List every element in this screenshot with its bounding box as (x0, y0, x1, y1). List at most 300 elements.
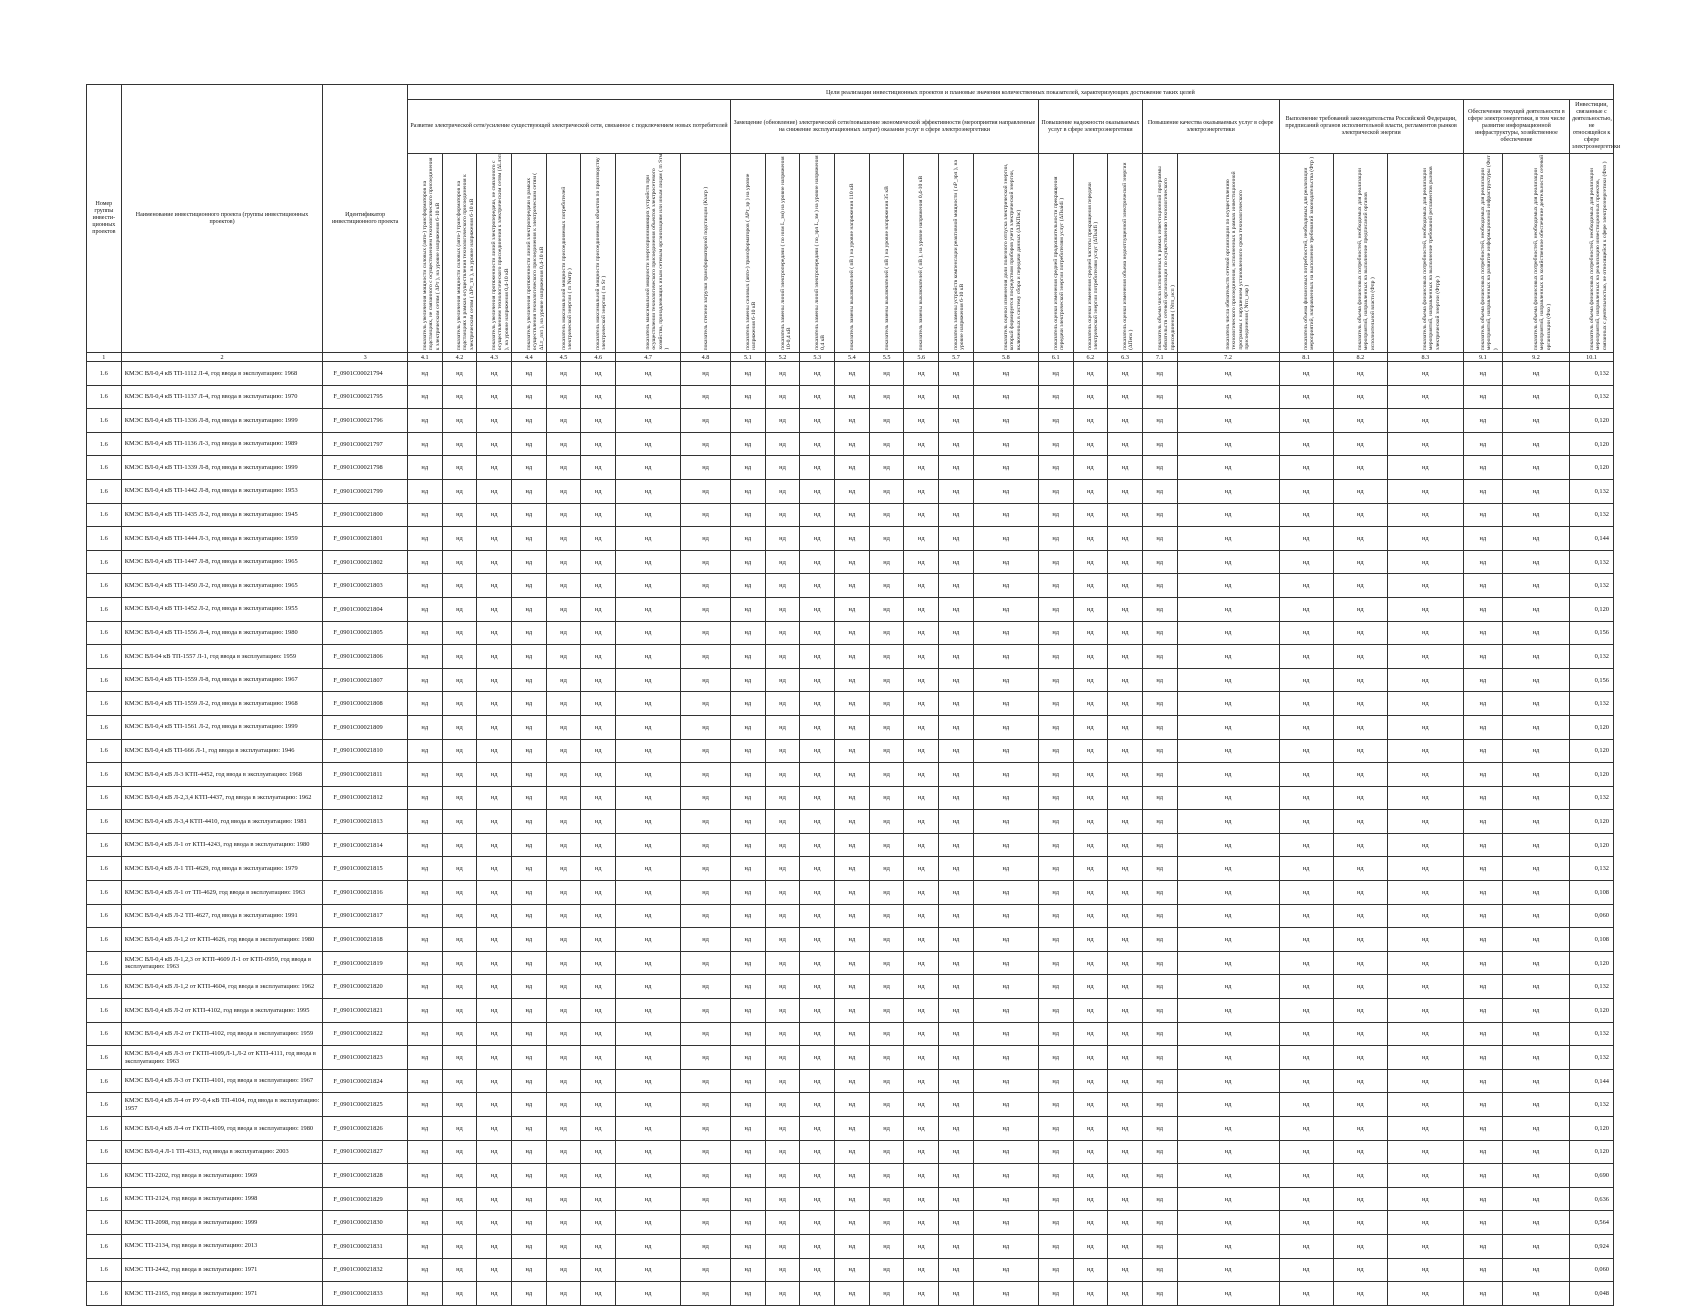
indicator-cell: нд (1073, 692, 1108, 716)
indicator-cell: нд (1038, 881, 1073, 905)
indicator-cell: нд (616, 550, 681, 574)
indicator-cell: нд (1142, 999, 1177, 1023)
indicator-cell: нд (800, 1022, 835, 1046)
indicator-cell: нд (765, 928, 800, 952)
indicator-cell: нд (939, 763, 974, 787)
column-number: 4.1 (407, 353, 442, 362)
indicator-cell: нд (730, 1282, 765, 1306)
column-number: 7.2 (1177, 353, 1279, 362)
indicator-cell: нд (1038, 715, 1073, 739)
header-indicator-label: показатель замены силовых (авто-) трансформаторов ( ΔPт_зр ) на уровне напряжения 6-10 кВ (744, 173, 758, 350)
indicator-cell: нд (835, 1022, 870, 1046)
indicator-cell: нд (765, 1093, 800, 1117)
indicator-cell: нд (546, 1164, 581, 1188)
indicator-cell: нд (1038, 833, 1073, 857)
indicator-cell: нд (581, 951, 616, 975)
indicator-cell: нд (1073, 763, 1108, 787)
indicator-cell: нд (511, 621, 546, 645)
indicator-cell: нд (869, 456, 904, 480)
header-indicator (939, 154, 974, 353)
indicator-cell: нд (407, 432, 442, 456)
header-indicator (1502, 154, 1569, 353)
indicator-cell: нд (477, 999, 512, 1023)
indicator-cell: нд (973, 432, 1038, 456)
indicator-cell: нд (1142, 975, 1177, 999)
indicator-cell: нд (973, 1093, 1038, 1117)
indicator-cell: нд (616, 1258, 681, 1282)
indicator-cell: нд (730, 1093, 765, 1117)
indicator-cell: нд (1142, 385, 1177, 409)
indicator-cell: нд (1333, 597, 1387, 621)
indicator-cell: нд (616, 928, 681, 952)
group-number-cell: 1.6 (87, 881, 122, 905)
indicator-cell: нд (1502, 1234, 1569, 1258)
indicator-cell: нд (1073, 597, 1108, 621)
project-id-cell: F_0901С00021803 (323, 574, 408, 598)
indicator-cell: нд (581, 975, 616, 999)
indicator-cell: нд (581, 881, 616, 905)
indicator-cell: нд (869, 786, 904, 810)
indicator-value-cell: 0,108 (1570, 881, 1614, 905)
indicator-cell: нд (1038, 1022, 1073, 1046)
indicator-cell: нд (477, 881, 512, 905)
indicator-cell: нд (1108, 1187, 1143, 1211)
table-row (87, 668, 1614, 692)
column-number: 5.1 (730, 353, 765, 362)
indicator-cell: нд (1108, 456, 1143, 480)
indicator-cell: нд (1177, 550, 1279, 574)
indicator-cell: нд (477, 621, 512, 645)
indicator-cell: нд (904, 645, 939, 669)
indicator-cell: нд (1387, 409, 1463, 433)
indicator-cell: нд (442, 621, 477, 645)
indicator-cell: нд (477, 527, 512, 551)
header-goal-group: Инвестиции, связанные с деятельностью, не относящейся к сфере электроэнергетики (1570, 100, 1614, 154)
indicator-cell: нд (1333, 763, 1387, 787)
indicator-cell: нд (904, 1140, 939, 1164)
indicator-cell: нд (1142, 1069, 1177, 1093)
indicator-cell: нд (1108, 1211, 1143, 1235)
indicator-cell: нд (1387, 810, 1463, 834)
project-id-cell: F_0901С00021804 (323, 597, 408, 621)
indicator-cell: нд (1333, 1069, 1387, 1093)
indicator-cell: нд (511, 550, 546, 574)
indicator-cell: нд (511, 857, 546, 881)
indicator-cell: нд (800, 692, 835, 716)
indicator-cell: нд (800, 904, 835, 928)
indicator-cell: нд (939, 456, 974, 480)
indicator-cell: нд (730, 409, 765, 433)
indicator-cell: нд (904, 574, 939, 598)
indicator-cell: нд (869, 881, 904, 905)
project-id-cell: F_0901С00021821 (323, 999, 408, 1023)
indicator-value-cell: 0,564 (1570, 1211, 1614, 1235)
indicator-cell: нд (800, 1234, 835, 1258)
project-id-cell: F_0901С00021794 (323, 362, 408, 386)
indicator-cell: нд (616, 503, 681, 527)
indicator-cell: нд (1142, 645, 1177, 669)
indicator-cell: нд (765, 432, 800, 456)
header-indicator (581, 154, 616, 353)
group-number-cell: 1.6 (87, 715, 122, 739)
project-id-cell: F_0901С00021830 (323, 1211, 408, 1235)
indicator-cell: нд (1463, 999, 1502, 1023)
indicator-cell: нд (681, 527, 731, 551)
indicator-cell: нд (939, 786, 974, 810)
indicator-cell: нд (904, 1187, 939, 1211)
header-goal-group: Выполнение требований законодательства Российской Федерации, предписаний органов исполнительной власти, регламентов рынков электрической энергии (1279, 100, 1463, 154)
indicator-cell: нд (904, 786, 939, 810)
indicator-cell: нд (1387, 597, 1463, 621)
indicator-cell: нд (1177, 1093, 1279, 1117)
indicator-cell: нд (442, 1117, 477, 1141)
indicator-cell: нд (1108, 550, 1143, 574)
indicator-cell: нд (681, 432, 731, 456)
indicator-cell: нд (1387, 1234, 1463, 1258)
indicator-cell: нд (869, 999, 904, 1023)
indicator-cell: нд (1108, 503, 1143, 527)
header-indicator-label: показатель замены устройств компенсации реактивной мощности ( nР_зрл ), на уровне напряжения 6-10 кВ (952, 160, 966, 350)
indicator-cell: нд (730, 456, 765, 480)
indicator-cell: нд (1387, 1140, 1463, 1164)
header-goal-group: Замещение (обновление) электрической сети/повышение экономической эффективности (мероприятия направленные на снижение эксплуатационных затрат) оказания услуг в сфере электроэнергетики (730, 100, 1038, 154)
indicator-cell: нд (904, 810, 939, 834)
indicator-cell: нд (1142, 881, 1177, 905)
table-row (87, 645, 1614, 669)
indicator-cell: нд (511, 1093, 546, 1117)
indicator-cell: нд (869, 1069, 904, 1093)
indicator-cell: нд (869, 574, 904, 598)
indicator-cell: нд (939, 409, 974, 433)
indicator-cell: нд (765, 763, 800, 787)
indicator-cell: нд (1502, 550, 1569, 574)
indicator-cell: нд (800, 786, 835, 810)
table-row (87, 833, 1614, 857)
indicator-cell: нд (730, 621, 765, 645)
indicator-cell: нд (939, 1140, 974, 1164)
header-indicator-label: показатель увеличения протяженности линий электропередачи в рамках осуществления технологического присоединения к электрическим сетям ( ΔLт_лэп ), на уровне напряжения 0,4-10 кВ (525, 172, 545, 350)
project-id-cell: F_0901С00021833 (323, 1282, 408, 1306)
header-indicator-label: показатель увеличения мощности силовых (авто-) трансформаторов на подстанциях, не связанного с осуществлением технологического присоединения к электрическим сетям ( ΔPт ), на уровне напряжения 6-10 кВ (421, 157, 441, 350)
indicator-cell: нд (1463, 385, 1502, 409)
indicator-cell: нд (616, 645, 681, 669)
indicator-cell: нд (1073, 1164, 1108, 1188)
column-number: 4.5 (546, 353, 581, 362)
indicator-cell: нд (869, 550, 904, 574)
indicator-cell: нд (973, 385, 1038, 409)
header-goal-group: Развитие электрической сети/усиление существующей электрической сети, связанное с подключением новых потребителей (407, 100, 730, 154)
indicator-cell: нд (546, 810, 581, 834)
indicator-cell: нд (1463, 975, 1502, 999)
indicator-cell: нд (546, 1046, 581, 1070)
indicator-cell: нд (904, 857, 939, 881)
indicator-cell: нд (765, 975, 800, 999)
indicator-cell: нд (1073, 409, 1108, 433)
project-name-cell: КМЭС ВЛ-0,4 кВ Л-4 от ГКТП-4109, год ввода в эксплуатацию: 1980 (121, 1117, 323, 1141)
indicator-cell: нд (581, 1046, 616, 1070)
indicator-cell: нд (973, 692, 1038, 716)
header-indicator (477, 154, 512, 353)
indicator-cell: нд (1142, 1211, 1177, 1235)
header-group-number: Номер группы инвести-ционных проектов (87, 85, 122, 353)
indicator-cell: нд (546, 385, 581, 409)
indicator-cell: нд (546, 645, 581, 669)
group-number-cell: 1.6 (87, 621, 122, 645)
indicator-cell: нд (442, 550, 477, 574)
indicator-cell: нд (973, 527, 1038, 551)
indicator-cell: нд (546, 1093, 581, 1117)
indicator-cell: нд (1038, 597, 1073, 621)
indicator-cell: нд (546, 668, 581, 692)
indicator-cell: нд (1177, 904, 1279, 928)
group-number-cell: 1.6 (87, 1093, 122, 1117)
indicator-cell: нд (1177, 1117, 1279, 1141)
indicator-cell: нд (1333, 786, 1387, 810)
indicator-cell: нд (1502, 1117, 1569, 1141)
indicator-cell: нд (835, 1187, 870, 1211)
indicator-cell: нд (1279, 621, 1333, 645)
project-name-cell: КМЭС ВЛ-0,4 кВ ТП-1336 Л-8, год ввода в эксплуатацию: 1999 (121, 409, 323, 433)
indicator-cell: нд (973, 479, 1038, 503)
indicator-cell: нд (835, 928, 870, 952)
table-row (87, 928, 1614, 952)
indicator-cell: нд (1502, 975, 1569, 999)
indicator-cell: нд (1279, 479, 1333, 503)
indicator-cell: нд (730, 763, 765, 787)
indicator-cell: нд (1073, 1046, 1108, 1070)
indicator-cell: нд (1279, 715, 1333, 739)
project-name-cell: КМЭС ВЛ-0,4 кВ ТП-1339 Л-8, год ввода в эксплуатацию: 1999 (121, 456, 323, 480)
indicator-cell: нд (1177, 763, 1279, 787)
indicator-cell: нд (1502, 456, 1569, 480)
indicator-cell: нд (511, 1069, 546, 1093)
indicator-cell: нд (1073, 456, 1108, 480)
indicator-cell: нд (973, 951, 1038, 975)
indicator-cell: нд (1177, 999, 1279, 1023)
indicator-cell: нд (477, 432, 512, 456)
indicator-cell: нд (1463, 1234, 1502, 1258)
indicator-cell: нд (546, 1022, 581, 1046)
indicator-cell: нд (939, 1187, 974, 1211)
indicator-cell: нд (939, 385, 974, 409)
indicator-cell: нд (477, 833, 512, 857)
indicator-cell: нд (407, 621, 442, 645)
indicator-cell: нд (904, 479, 939, 503)
indicator-cell: нд (581, 1069, 616, 1093)
indicator-cell: нд (616, 456, 681, 480)
indicator-cell: нд (1279, 904, 1333, 928)
indicator-cell: нд (581, 1164, 616, 1188)
indicator-cell: нд (835, 550, 870, 574)
indicator-cell: нд (681, 574, 731, 598)
indicator-cell: нд (765, 833, 800, 857)
indicator-cell: нд (442, 786, 477, 810)
indicator-cell: нд (1073, 904, 1108, 928)
indicator-cell: нд (1502, 692, 1569, 716)
indicator-cell: нд (616, 951, 681, 975)
indicator-cell: нд (442, 1140, 477, 1164)
indicator-cell: нд (1108, 715, 1143, 739)
indicator-cell: нд (765, 645, 800, 669)
indicator-cell: нд (681, 1046, 731, 1070)
column-number: 5.4 (835, 353, 870, 362)
indicator-cell: нд (765, 1258, 800, 1282)
column-number: 5.5 (869, 353, 904, 362)
indicator-cell: нд (616, 1234, 681, 1258)
indicator-cell: нд (546, 692, 581, 716)
column-number: 9.2 (1502, 353, 1569, 362)
indicator-cell: нд (765, 810, 800, 834)
indicator-cell: нд (1279, 645, 1333, 669)
indicator-cell: нд (1038, 1069, 1073, 1093)
project-name-cell: КМЭС ТП-2134, год ввода в эксплуатацию: 2013 (121, 1234, 323, 1258)
group-number-cell: 1.6 (87, 1022, 122, 1046)
column-number: 8.2 (1333, 353, 1387, 362)
indicator-cell: нд (1177, 1164, 1279, 1188)
indicator-cell: нд (477, 1140, 512, 1164)
indicator-cell: нд (477, 1069, 512, 1093)
indicator-cell: нд (765, 857, 800, 881)
header-indicator-label: показатель максимальной мощности энергопринимающих устройств при осуществлении технологического присоединения объектов электросетевого хозяйства, принадлежащих иным сетевым организациям или иным лицам ( m Sтм ) (645, 154, 671, 350)
indicator-cell: нд (800, 527, 835, 551)
indicator-cell: нд (1108, 904, 1143, 928)
indicator-cell: нд (681, 362, 731, 386)
column-number: 5.7 (939, 353, 974, 362)
indicator-cell: нд (869, 1234, 904, 1258)
project-id-cell: F_0901С00021826 (323, 1117, 408, 1141)
indicator-cell: нд (1463, 951, 1502, 975)
header-indicator-label: показатель замены выключателей ( nВ ), на уровне напряжения 0,4-10 кВ (918, 175, 925, 350)
indicator-cell: нд (1387, 833, 1463, 857)
indicator-cell: нд (765, 951, 800, 975)
indicator-cell: нд (800, 951, 835, 975)
indicator-cell: нд (546, 715, 581, 739)
group-number-cell: 1.6 (87, 833, 122, 857)
indicator-value-cell: 0,060 (1570, 904, 1614, 928)
indicator-cell: нд (835, 951, 870, 975)
project-id-cell: F_0901С00021814 (323, 833, 408, 857)
indicator-cell: нд (546, 456, 581, 480)
indicator-cell: нд (765, 904, 800, 928)
group-number-cell: 1.6 (87, 362, 122, 386)
indicator-cell: нд (1463, 1187, 1502, 1211)
indicator-cell: нд (1463, 1164, 1502, 1188)
indicator-cell: нд (1279, 833, 1333, 857)
indicator-cell: нд (616, 527, 681, 551)
project-id-cell: F_0901С00021811 (323, 763, 408, 787)
project-id-cell: F_0901С00021799 (323, 479, 408, 503)
indicator-cell: нд (1333, 692, 1387, 716)
indicator-cell: нд (1387, 692, 1463, 716)
indicator-cell: нд (442, 810, 477, 834)
indicator-cell: нд (1387, 432, 1463, 456)
indicator-cell: нд (730, 1258, 765, 1282)
column-number-row (87, 353, 1614, 362)
indicator-cell: нд (835, 503, 870, 527)
indicator-cell: нд (765, 1187, 800, 1211)
indicator-cell: нд (581, 1140, 616, 1164)
indicator-cell: нд (1279, 574, 1333, 598)
table-row (87, 763, 1614, 787)
indicator-cell: нд (835, 527, 870, 551)
indicator-cell: нд (730, 1211, 765, 1235)
indicator-cell: нд (869, 1022, 904, 1046)
project-name-cell: КМЭС ВЛ-0,4 кВ ТП-1435 Л-2, год ввода в эксплуатацию: 1945 (121, 503, 323, 527)
indicator-cell: нд (546, 621, 581, 645)
table-row (87, 503, 1614, 527)
indicator-cell: нд (477, 479, 512, 503)
indicator-cell: нд (1108, 479, 1143, 503)
indicator-cell: нд (442, 456, 477, 480)
indicator-cell: нд (1177, 1187, 1279, 1211)
project-id-cell: F_0901С00021818 (323, 928, 408, 952)
indicator-cell: нд (1142, 1164, 1177, 1188)
indicator-value-cell: 0,132 (1570, 362, 1614, 386)
indicator-cell: нд (730, 597, 765, 621)
indicator-cell: нд (973, 1046, 1038, 1070)
indicator-cell: нд (1463, 456, 1502, 480)
indicator-value-cell: 0,048 (1570, 1282, 1614, 1306)
indicator-cell: нд (511, 409, 546, 433)
indicator-cell: нд (973, 763, 1038, 787)
indicator-cell: нд (1502, 928, 1569, 952)
indicator-cell: нд (1333, 928, 1387, 952)
header-indicator (765, 154, 800, 353)
indicator-cell: нд (1502, 362, 1569, 386)
indicator-cell: нд (511, 432, 546, 456)
column-number: 8.1 (1279, 353, 1333, 362)
project-name-cell: КМЭС ВЛ-0,4 кВ Л-1,2,3 от КТП-4609 Л-1 от КТП-0959, год ввода в эксплуатацию: 1963 (121, 951, 323, 975)
column-number: 10.1 (1570, 353, 1614, 362)
indicator-cell: нд (681, 1117, 731, 1141)
indicator-cell: нд (1502, 1258, 1569, 1282)
indicator-cell: нд (939, 1069, 974, 1093)
project-name-cell: КМЭС ВЛ-0,4 кВ ТП-1136 Л-3, год ввода в эксплуатацию: 1989 (121, 432, 323, 456)
indicator-cell: нд (442, 928, 477, 952)
indicator-cell: нд (511, 1234, 546, 1258)
indicator-cell: нд (869, 763, 904, 787)
indicator-cell: нд (1177, 951, 1279, 975)
indicator-cell: нд (869, 385, 904, 409)
indicator-cell: нд (477, 1258, 512, 1282)
project-id-cell: F_0901С00021827 (323, 1140, 408, 1164)
indicator-cell: нд (511, 479, 546, 503)
indicator-cell: нд (1073, 385, 1108, 409)
indicator-value-cell: 0,156 (1570, 621, 1614, 645)
group-number-cell: 1.6 (87, 456, 122, 480)
indicator-cell: нд (869, 479, 904, 503)
indicator-cell: нд (511, 904, 546, 928)
header-indicator-label: показатель замены линий электропередачи ( по ним L_зм) на уровне напряжения 10-0,4 кВ (779, 156, 792, 350)
indicator-cell: нд (730, 503, 765, 527)
indicator-cell: нд (835, 975, 870, 999)
indicator-cell: нд (407, 1211, 442, 1235)
indicator-cell: нд (1333, 1282, 1387, 1306)
indicator-cell: нд (1177, 385, 1279, 409)
indicator-cell: нд (581, 1093, 616, 1117)
indicator-cell: нд (1387, 1069, 1463, 1093)
header-indicator-label: показатель увеличения протяженности линий электропередачи, не связанного с осуществлением технологического присоединения к электрическим сетям (ΔLлэп ), на уровне напряжения 0,4-10 кВ (491, 154, 510, 350)
header-goal-group: Повышение надежности оказываемых услуг в сфере электроэнергетики (1038, 100, 1142, 154)
indicator-cell: нд (1333, 479, 1387, 503)
indicator-cell: нд (442, 479, 477, 503)
indicator-cell: нд (1038, 999, 1073, 1023)
indicator-cell: нд (581, 739, 616, 763)
indicator-cell: нд (511, 1211, 546, 1235)
column-number: 5.3 (800, 353, 835, 362)
table-row (87, 1187, 1614, 1211)
indicator-cell: нд (1142, 763, 1177, 787)
